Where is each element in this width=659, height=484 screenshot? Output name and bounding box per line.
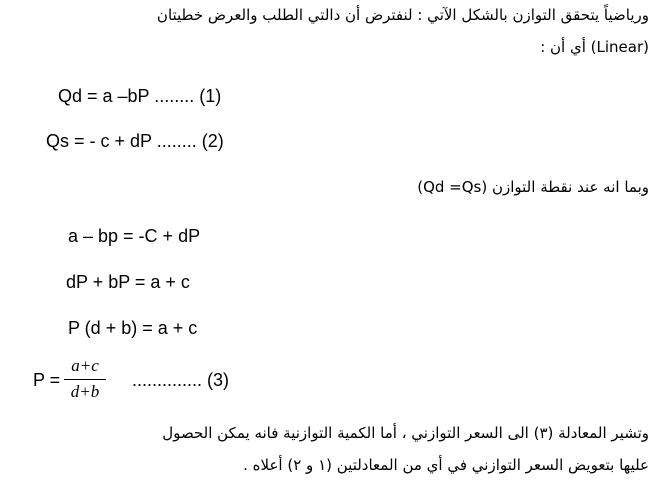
demand-equation: Qd = a –bP ........ (1)	[58, 86, 222, 106]
derivation-step-1: a – bp = -C + dP	[68, 226, 201, 246]
derivation-step-2: dP + bP = a + c	[66, 272, 190, 292]
conclusion-line-1: وتشير المعادلة (٣) الى السعر التوازني ، أما الكمية التوازنية فانه يمكن الحصول	[162, 424, 649, 442]
derivation-step-3: P (d + b) = a + c	[68, 318, 198, 338]
equilibrium-condition-text: وبما انه عند نقطة التوازن (Qd =Qs)	[417, 178, 649, 196]
supply-equation: Qs = - c + dP ........ (2)	[46, 131, 224, 151]
price-fraction	[60, 356, 110, 404]
price-equation-prefix: P =	[33, 370, 61, 390]
fraction-denominator: d+b	[70, 382, 100, 401]
fraction-numerator: a+c	[71, 356, 99, 375]
intro-line-2: (Linear) أي أن :	[540, 38, 649, 56]
price-equation-suffix: .............. (3)	[132, 370, 230, 390]
intro-line-1: ورياضياً يتحقق التوازن بالشكل الآتي : لنفترض أن دالتي الطلب والعرض خطيتان	[156, 6, 649, 24]
fraction-bar	[64, 379, 106, 380]
conclusion-line-2: عليها بتعويض السعر التوازني في أي من المعادلتين (١ و ٢) أعلاه .	[243, 456, 649, 474]
